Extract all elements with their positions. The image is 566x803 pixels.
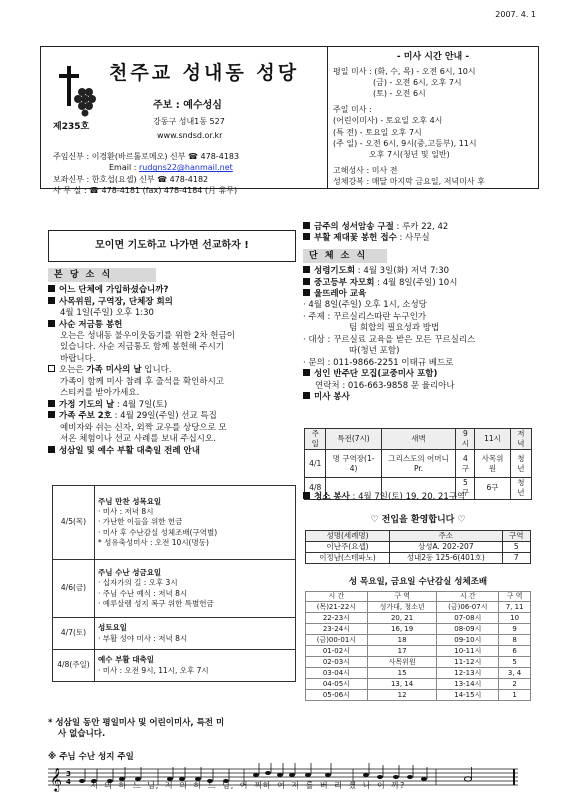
liturgy-date: 4/6(금) bbox=[53, 560, 95, 618]
news-text: · 주제 : 꾸르실리스따란 누구인가 bbox=[303, 311, 427, 322]
table-row bbox=[53, 618, 296, 650]
table-row bbox=[53, 486, 296, 560]
news-item: 부활 제대꽃 봉헌 접수 : 사무실 bbox=[303, 233, 533, 244]
news-text: 가족이 함께 미사 참례 후 출석을 확인하시고 bbox=[60, 376, 225, 387]
parish-news-title: 본 당 소 식 bbox=[48, 268, 156, 282]
table-header-row: 주일 특전(7시) 새벽 9시 11시 저녁 bbox=[305, 429, 532, 450]
svg-text:3: 3 bbox=[66, 770, 71, 778]
church-logo-icon bbox=[57, 62, 97, 118]
news-text: 예비자와 쉬는 신자, 외짝 교우를 상당으로 모 bbox=[60, 422, 227, 433]
mass-line: 고해성사 : 미사 전 bbox=[333, 165, 398, 175]
svg-text:4: 4 bbox=[66, 778, 71, 786]
table-row: 03-04시 15 12-13시 3, 4 bbox=[306, 668, 531, 679]
table-header-row: 성명(세례명) 주소 구역 bbox=[306, 531, 531, 542]
table-row bbox=[53, 560, 296, 618]
news-text: · 4월 8일(주일) 오후 1시, 소성당 bbox=[303, 300, 427, 311]
song-title: ※ 주님 수난 성지 주일 bbox=[48, 752, 134, 762]
welcome-table bbox=[305, 530, 531, 564]
cleaning-service: 청소 봉사 : 4월 7일(토) 19, 20, 21구역 bbox=[303, 492, 465, 503]
mass-times bbox=[333, 51, 533, 187]
mass-line: (어린이미사) - 토요일 오후 4시 bbox=[333, 116, 443, 126]
table-row: 4/1 명 구역장(1-4) 그리스도의 어머니Pr. 4구 사목위원 청년 bbox=[305, 450, 532, 478]
issue-date: 2007. 4. 1 bbox=[495, 10, 536, 19]
liturgy-cell: 예수 부활 대축일 · 미사 : 오전 9시, 11시, 오후 7시 bbox=[95, 650, 296, 682]
liturgy-table bbox=[52, 485, 296, 682]
song-lyrics: 저 의 하 느 님, 저 의 하 느 님, 어 찌하 여 저 를 버 리 셨 나 이 까? bbox=[90, 781, 406, 790]
adoration-title: 성 목요일, 금요일 수난감실 성체조배 bbox=[348, 577, 488, 587]
news-text: 따(청년 포함) bbox=[349, 346, 400, 357]
liturgy-date: 4/7(토) bbox=[53, 618, 95, 650]
table-row: 이난주(요셉) 상성A. 202-207 5 bbox=[306, 542, 531, 553]
staff-info bbox=[53, 151, 239, 196]
header-divider bbox=[327, 47, 328, 188]
pastor: 주임신부 : 이경환(바르톨로메오) 신부 ☎ 478-4183 bbox=[53, 152, 240, 161]
group-news-title: 단 체 소 식 bbox=[303, 249, 387, 263]
mass-line: 오후 7시(청년 및 일반) bbox=[369, 150, 450, 160]
news-item: 성삼일 및 예수 부활 대축일 전례 안내 bbox=[48, 446, 298, 457]
liturgy-cell: 주님 만찬 성목요일 · 미사 : 저녁 8시 · 가난한 이들을 위한 헌금 · 미사 후 수난감실 성체조배(구역별) * 성유축성미사 : 오전 10시(명동) bbox=[95, 486, 296, 560]
news-text: 4월 1일(주일) 오후 1:30 bbox=[60, 308, 154, 319]
news-item: 가족 주보 2호 : 4월 29일(주일) 선교 특집 bbox=[48, 411, 298, 422]
liturgy-cell: 주님 수난 성금요일 · 십자가의 길 : 오후 3시 · 주님 수난 예식 : 저녁 8시 · 예루살렘 성지 복구 위한 특별헌금 bbox=[95, 560, 296, 618]
table-row: 23-24시 16, 19 08-09시 9 bbox=[306, 624, 531, 635]
news-text: · 문의 : 011-9866-2251 이태규 베드로 bbox=[303, 357, 454, 368]
news-text: 바랍니다. bbox=[60, 353, 96, 364]
svg-text:𝄞: 𝄞 bbox=[50, 767, 62, 791]
news-text: · 대상 : 꾸르실료 교육을 받은 모든 꾸르실리스 bbox=[303, 334, 476, 345]
news-text: 셔온 체험이나 선교 사례를 보내 주십시오. bbox=[60, 434, 216, 445]
table-row: (목)21-22시 성가대, 청소년 (금)06-07시 7, 11 bbox=[306, 602, 531, 613]
news-item: 어느 단체에 가입하셨습니까? bbox=[48, 285, 298, 296]
news-item: 금주의 성서암송 구절 : 루카 22, 42 bbox=[303, 222, 533, 233]
mass-service-table bbox=[304, 428, 532, 500]
mass-line: (토) - 오전 6시 bbox=[373, 89, 426, 99]
issue-number: 제235호 bbox=[53, 122, 90, 132]
liturgy-date: 4/5(목) bbox=[53, 486, 95, 560]
news-text: 있습니다. 사순 저금통도 함께 봉헌해 주시기 bbox=[60, 342, 225, 353]
table-row: 05-06시 12 14-15시 1 bbox=[306, 690, 531, 701]
news-item: 성인 반주단 모집(교중미사 포함) bbox=[303, 369, 533, 380]
office: 사 무 실 : ☎ 478-4181 (fax) 478-4184 (月 휴무) bbox=[53, 186, 238, 196]
adoration-table bbox=[305, 591, 531, 701]
news-text: 오는은 성내동 불우이웃돕기를 위한 2차 헌금이 bbox=[60, 331, 235, 342]
welcome-title: ♡ 전입을 환영합니다 ♡ bbox=[370, 515, 466, 525]
news-item: 오는은 가족 미사의 날 입니다. bbox=[48, 365, 298, 376]
patron: 주보 : 예수성심 bbox=[153, 100, 222, 111]
email-line: Email : rudgns22@hanmail.net bbox=[109, 163, 233, 173]
news-item: 사순 저금통 봉헌 bbox=[48, 320, 298, 331]
table-row: 이정남(스테파노) 성내2동 125-6(401호) 7 bbox=[306, 553, 531, 564]
table-header-row: 시 간 구 역 시 간 구 역 bbox=[306, 592, 531, 602]
mass-times-title: - 미사 시간 안내 - bbox=[396, 52, 470, 62]
mass-line: (특 전) - 토요일 오후 7시 bbox=[333, 127, 422, 137]
table-row: 01-02시 17 10-11시 6 bbox=[306, 646, 531, 657]
table-row: 04-05시 13, 14 13-14시 2 bbox=[306, 679, 531, 690]
news-item: 울뜨레아 교육 bbox=[303, 289, 533, 300]
bulletin-header bbox=[40, 46, 539, 196]
news-item: 가정 기도의 날 : 4월 7일(토) bbox=[48, 400, 298, 411]
mass-line: (주 일) - 오전 6시, 9시(중,고등부), 11시 bbox=[333, 138, 477, 148]
table-row: 22-23시 20, 21 07-08시 10 bbox=[306, 613, 531, 624]
news-text: 팀 회합의 필요성과 방법 bbox=[349, 323, 440, 334]
address: 강동구 성내1동 527 bbox=[153, 117, 225, 126]
assistant-priest: 보좌신부 : 한호섭(요셉) 신부 ☎ 478-4182 bbox=[53, 174, 209, 184]
liturgy-cell: 성토요일 · 부활 성야 미사 : 저녁 8시 bbox=[95, 618, 296, 650]
mass-line: 주일 미사 : bbox=[333, 104, 372, 114]
news-text: 연락처 : 016-663-9858 문 율리아나 bbox=[315, 380, 455, 391]
slogan: 모이면 기도하고 나가면 선교하자 ! bbox=[48, 230, 296, 262]
email-link[interactable]: rudgns22@hanmail.net bbox=[138, 163, 233, 173]
liturgy-date: 4/8(주일) bbox=[53, 650, 95, 682]
table-row: 4/8 5구 6구 청년 bbox=[305, 478, 532, 499]
news-item: 중고등부 자모회 : 4월 8일(주일) 10시 bbox=[303, 278, 533, 289]
liturgy-note: * 성삼일 동안 평일미사 및 어린이미사, 특전 미 사 없습니다. bbox=[48, 718, 225, 740]
table-row: 02-03시 사목위원 11-12시 5 bbox=[306, 657, 531, 668]
website-link[interactable]: www.sndsd.or.kr bbox=[157, 131, 223, 140]
table-row: (금)00-01시 18 09-10시 8 bbox=[306, 635, 531, 646]
news-text: 스티커를 받아가세요. bbox=[60, 388, 140, 399]
news-item: 성령기도회 : 4월 3일(화) 저녁 7:30 bbox=[303, 266, 533, 277]
parish-news bbox=[48, 268, 298, 457]
news-item: 미사 봉사 bbox=[303, 392, 533, 403]
table-row bbox=[53, 650, 296, 682]
church-name: 천주교 성내동 성당 bbox=[109, 62, 300, 84]
mass-line: 성체강복 : 매달 마지막 금요일, 저녁미사 후 bbox=[333, 177, 485, 186]
mass-line: 평일 미사 : (화, 수, 목) - 오전 6시, 10시 bbox=[333, 66, 476, 76]
news-item: 사목위원, 구역장, 단체장 회의 bbox=[48, 297, 298, 308]
mass-line: (금) - 오전 6시, 오후 7시 bbox=[373, 78, 462, 88]
group-news bbox=[303, 222, 533, 404]
